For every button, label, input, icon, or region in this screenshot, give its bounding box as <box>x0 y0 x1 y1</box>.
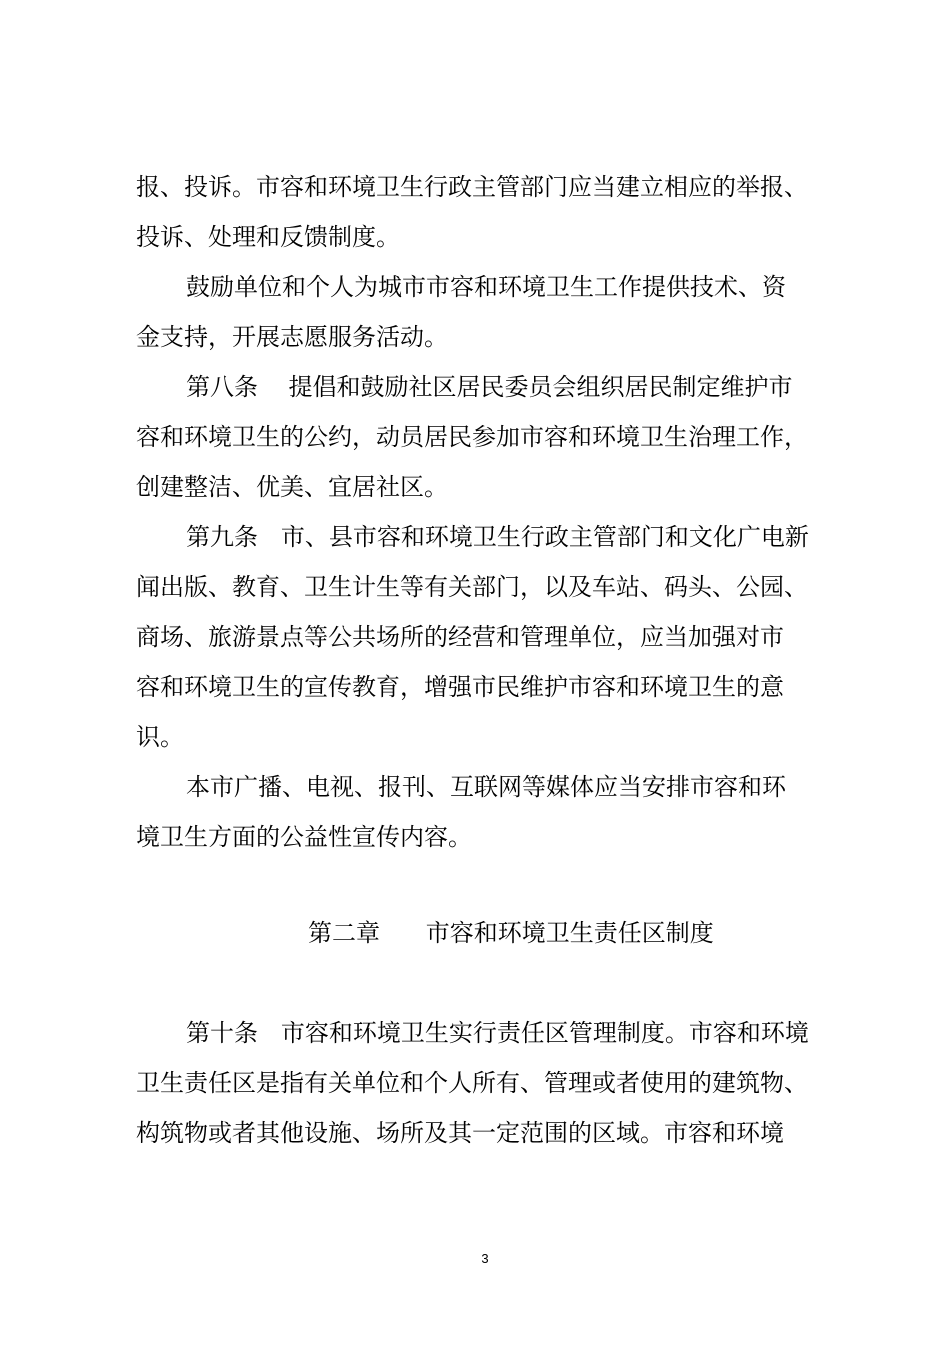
text-line: 卫生责任区是指有关单位和个人所有、管理或者使用的建筑物、 <box>136 1069 808 1097</box>
text-line: 闻出版、教育、卫生计生等有关部门，以及车站、码头、公园、 <box>136 573 808 601</box>
text-line: 创建整洁、优美、宜居社区。 <box>136 473 448 501</box>
article-8-first-line: 第八条 提倡和鼓励社区居民委员会组织居民制定维护市 <box>186 373 793 401</box>
paragraph-first-line: 鼓励单位和个人为城市市容和环境卫生工作提供技术、资 <box>186 273 786 301</box>
text-line: 构筑物或者其他设施、场所及其一定范围的区域。市容和环境 <box>136 1119 784 1147</box>
text-line: 容和环境卫生的公约，动员居民参加市容和环境卫生治理工作， <box>136 423 808 451</box>
paragraph-first-line: 本市广播、电视、报刊、互联网等媒体应当安排市容和环 <box>186 773 786 801</box>
text-line: 识。 <box>136 723 184 751</box>
article-9-first-line: 第九条 市、县市容和环境卫生行政主管部门和文化广电新 <box>186 523 809 551</box>
text-line: 金支持，开展志愿服务活动。 <box>136 323 448 351</box>
text-line: 商场、旅游景点等公共场所的经营和管理单位，应当加强对市 <box>136 623 784 651</box>
text-line: 容和环境卫生的宣传教育，增强市民维护市容和环境卫生的意 <box>136 673 784 701</box>
text-line: 投诉、处理和反馈制度。 <box>136 223 400 251</box>
chapter-heading: 第二章 市容和环境卫生责任区制度 <box>308 919 714 947</box>
page-number: 3 <box>481 1251 489 1266</box>
text-line: 境卫生方面的公益性宣传内容。 <box>136 823 472 851</box>
article-10-first-line: 第十条 市容和环境卫生实行责任区管理制度。市容和环境 <box>186 1019 809 1047</box>
text-line: 报、投诉。市容和环境卫生行政主管部门应当建立相应的举报、 <box>136 173 808 201</box>
